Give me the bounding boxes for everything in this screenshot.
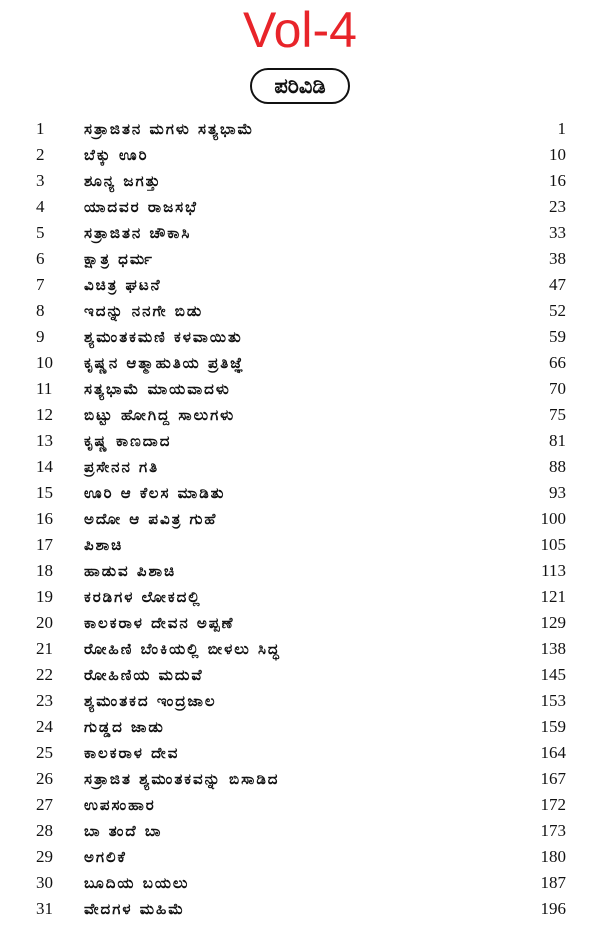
chapter-number: 15 bbox=[36, 483, 53, 502]
chapter-title: ಯಾದವರ ರಾಜಸಭೆ bbox=[84, 198, 198, 216]
page-number: 1 bbox=[557, 119, 566, 138]
chapter-title: ಬೆಕ್ಕು ಊರಿ bbox=[84, 146, 149, 164]
chapter-title: ಉಪಸಂಹಾರ bbox=[84, 796, 156, 814]
toc-row bbox=[0, 870, 600, 896]
chapter-title: ರೋಹಿಣಿಯ ಮದುವೆ bbox=[84, 666, 204, 684]
toc-row bbox=[0, 610, 600, 636]
toc-row bbox=[0, 532, 600, 558]
page-number: 75 bbox=[549, 405, 566, 424]
page-number: 59 bbox=[549, 327, 566, 346]
chapter-number: 6 bbox=[36, 249, 45, 268]
page-number: 88 bbox=[549, 457, 566, 476]
page-number: 38 bbox=[549, 249, 566, 268]
chapter-title: ಊರಿ ಆ ಕೆಲಸ ಮಾಡಿತು bbox=[84, 484, 226, 502]
page-number: 23 bbox=[549, 197, 566, 216]
chapter-number: 12 bbox=[36, 405, 53, 424]
page-number: 47 bbox=[549, 275, 566, 294]
chapter-number: 22 bbox=[36, 665, 53, 684]
toc-row bbox=[0, 428, 600, 454]
chapter-title: ಶ್ಯಮಂತಕಮಣಿ ಕಳವಾಯಿತು bbox=[84, 328, 243, 346]
chapter-number: 18 bbox=[36, 561, 53, 580]
chapter-number: 28 bbox=[36, 821, 53, 840]
page-number: 10 bbox=[549, 145, 566, 164]
toc-row bbox=[0, 454, 600, 480]
chapter-title: ಕಾಲಕರಾಳ ದೇವನ ಅಪ್ಪಣೆ bbox=[84, 614, 235, 632]
chapter-title: ಶ್ಯಮಂತಕದ ಇಂದ್ರಜಾಲ bbox=[84, 692, 217, 710]
chapter-number: 31 bbox=[36, 899, 53, 918]
page-number: 173 bbox=[540, 821, 566, 840]
chapter-number: 19 bbox=[36, 587, 53, 606]
chapter-title: ಸತ್ಯಭಾಮೆ ಮಾಯವಾದಳು bbox=[84, 380, 231, 398]
toc-row bbox=[0, 324, 600, 350]
chapter-number: 13 bbox=[36, 431, 53, 450]
page-number: 113 bbox=[541, 561, 566, 580]
page-number: 66 bbox=[549, 353, 566, 372]
chapter-number: 4 bbox=[36, 197, 45, 216]
chapter-title: ಸತ್ರಾಜಿತನ ಮಗಳು ಸತ್ಯಭಾಮೆ bbox=[84, 120, 255, 138]
toc-row bbox=[0, 662, 600, 688]
page-number: 145 bbox=[540, 665, 566, 684]
chapter-title: ಕ್ಷಾತ್ರ ಧರ್ಮ bbox=[84, 250, 154, 268]
page-number: 180 bbox=[540, 847, 566, 866]
toc-row bbox=[0, 168, 600, 194]
chapter-number: 14 bbox=[36, 457, 53, 476]
chapter-number: 9 bbox=[36, 327, 45, 346]
page-number: 33 bbox=[549, 223, 566, 242]
chapter-number: 27 bbox=[36, 795, 53, 814]
toc-row bbox=[0, 558, 600, 584]
toc-row bbox=[0, 194, 600, 220]
toc-row bbox=[0, 220, 600, 246]
toc-row bbox=[0, 246, 600, 272]
toc-row bbox=[0, 818, 600, 844]
toc-row bbox=[0, 688, 600, 714]
page-number: 138 bbox=[540, 639, 566, 658]
toc-row bbox=[0, 584, 600, 610]
chapter-number: 25 bbox=[36, 743, 53, 762]
chapter-number: 11 bbox=[36, 379, 53, 398]
toc-row bbox=[0, 792, 600, 818]
chapter-number: 23 bbox=[36, 691, 53, 710]
chapter-title: ವೇದಗಳ ಮಹಿಮೆ bbox=[84, 900, 186, 918]
page-number: 167 bbox=[540, 769, 566, 788]
chapter-title: ಪಿಶಾಚಿ bbox=[84, 536, 124, 554]
page-number: 164 bbox=[540, 743, 566, 762]
chapter-number: 1 bbox=[36, 119, 45, 138]
chapter-title: ಬಿಟ್ಟು ಹೋಗಿದ್ದ ಸಾಲುಗಳು bbox=[84, 406, 236, 424]
chapter-number: 5 bbox=[36, 223, 45, 242]
chapter-title: ಅಗಲಿಕೆ bbox=[84, 848, 127, 866]
chapter-number: 30 bbox=[36, 873, 53, 892]
chapter-number: 3 bbox=[36, 171, 45, 190]
page-number: 172 bbox=[540, 795, 566, 814]
chapter-title: ಕೃಷ್ಣನ ಆತ್ಮಾಹುತಿಯ ಪ್ರತಿಜ್ಞೆ bbox=[84, 354, 245, 372]
chapter-number: 8 bbox=[36, 301, 45, 320]
chapter-title: ಕರಡಿಗಳ ಲೋಕದಲ್ಲಿ bbox=[84, 588, 202, 606]
contents-heading-wrap bbox=[0, 68, 600, 104]
chapter-number: 26 bbox=[36, 769, 53, 788]
volume-title: Vol-4 bbox=[243, 2, 357, 58]
chapter-number: 7 bbox=[36, 275, 45, 294]
toc-row bbox=[0, 376, 600, 402]
chapter-number: 21 bbox=[36, 639, 53, 658]
toc-row bbox=[0, 272, 600, 298]
toc-row bbox=[0, 142, 600, 168]
toc-row bbox=[0, 350, 600, 376]
page-number: 105 bbox=[540, 535, 566, 554]
toc-row bbox=[0, 402, 600, 428]
chapter-number: 20 bbox=[36, 613, 53, 632]
chapter-title: ಅದೋ ಆ ಪವಿತ್ರ ಗುಹೆ bbox=[84, 510, 218, 528]
toc-row bbox=[0, 506, 600, 532]
chapter-title: ಪ್ರಸೇನನ ಗತಿ bbox=[84, 458, 160, 476]
chapter-number: 17 bbox=[36, 535, 53, 554]
chapter-title: ಕೃಷ್ಣ ಕಾಣದಾದ bbox=[84, 432, 172, 450]
page-number: 129 bbox=[540, 613, 566, 632]
page-number: 52 bbox=[549, 301, 566, 320]
page-number: 153 bbox=[540, 691, 566, 710]
chapter-title: ಬಾ ತಂದೆ ಬಾ bbox=[84, 822, 163, 840]
toc-row bbox=[0, 636, 600, 662]
chapter-number: 16 bbox=[36, 509, 53, 528]
page-number: 100 bbox=[540, 509, 566, 528]
page-number: 159 bbox=[540, 717, 566, 736]
chapter-title: ಶೂನ್ಯ ಜಗತ್ತು bbox=[84, 172, 162, 190]
chapter-title: ಕಾಲಕರಾಳ ದೇವ bbox=[84, 744, 180, 762]
chapter-title: ಬೂದಿಯ ಬಯಲು bbox=[84, 874, 190, 892]
chapter-number: 29 bbox=[36, 847, 53, 866]
toc-row bbox=[0, 298, 600, 324]
chapter-number: 10 bbox=[36, 353, 53, 372]
contents-heading: ಪರಿವಿಡಿ bbox=[250, 68, 349, 104]
chapter-title: ರೋಹಿಣಿ ಬೆಂಕಿಯಲ್ಲಿ ಬೀಳಲು ಸಿದ್ಧ bbox=[84, 640, 281, 658]
toc-row bbox=[0, 766, 600, 792]
chapter-title: ಗುಡ್ಡದ ಜಾಡು bbox=[84, 718, 165, 736]
toc-row bbox=[0, 480, 600, 506]
chapter-title: ಇದನ್ನು ನನಗೇ ಬಿಡು bbox=[84, 302, 204, 320]
page-number: 93 bbox=[549, 483, 566, 502]
chapter-title: ವಿಚಿತ್ರ ಘಟನೆ bbox=[84, 276, 162, 294]
chapter-number: 2 bbox=[36, 145, 45, 164]
page-number: 196 bbox=[540, 899, 566, 918]
chapter-title: ಹಾಡುವ ಪಿಶಾಚಿ bbox=[84, 562, 177, 580]
toc-row bbox=[0, 844, 600, 870]
table-of-contents bbox=[0, 116, 600, 922]
page-number: 70 bbox=[549, 379, 566, 398]
page-number: 187 bbox=[540, 873, 566, 892]
page-number: 16 bbox=[549, 171, 566, 190]
toc-row bbox=[0, 896, 600, 922]
toc-row bbox=[0, 740, 600, 766]
page-number: 121 bbox=[540, 587, 566, 606]
chapter-number: 24 bbox=[36, 717, 53, 736]
toc-row bbox=[0, 116, 600, 142]
chapter-title: ಸತ್ರಾಜಿತನ ಚೌಕಾಸಿ bbox=[84, 224, 192, 242]
page-number: 81 bbox=[549, 431, 566, 450]
chapter-title: ಸತ್ರಾಜಿತ ಶ್ಯಮಂತಕವನ್ನು ಬಿಸಾಡಿದ bbox=[84, 770, 280, 788]
toc-row bbox=[0, 714, 600, 740]
